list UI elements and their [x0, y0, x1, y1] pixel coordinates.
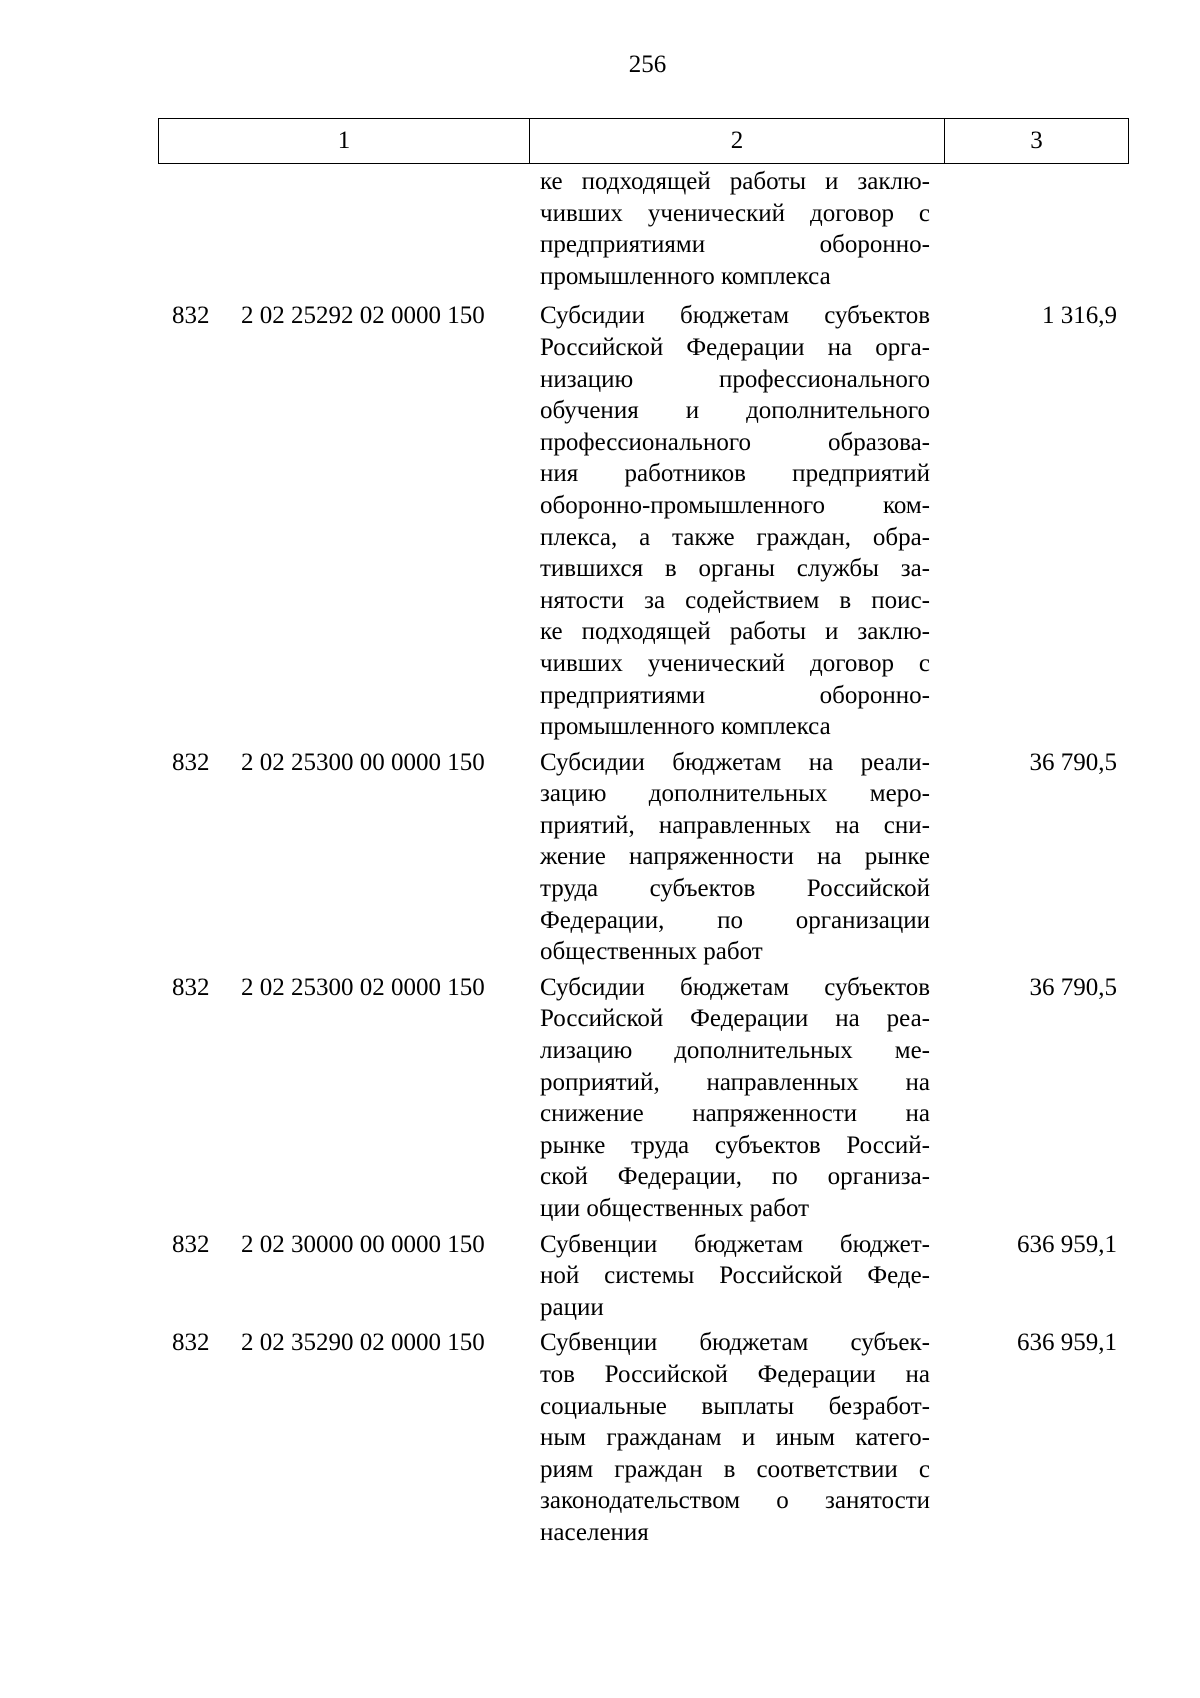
amount: 36 790,5	[1029, 973, 1117, 1001]
description-line: промышленного комплекса	[540, 713, 831, 741]
admin-code: 832	[172, 1329, 210, 1357]
admin-code: 832	[172, 1230, 210, 1258]
description-line: плекса, а также граждан, обра-	[540, 523, 930, 551]
description-line: оборонно-промышленного ком-	[540, 491, 930, 519]
description-line: ке подходящей работы и заклю-	[540, 168, 930, 195]
description-line: предприятиями оборонно-	[540, 681, 930, 709]
description-line: тов Российской Федерации на	[540, 1360, 930, 1388]
revenue-code: 2 02 25292 02 0000 150	[241, 302, 485, 330]
table-body	[158, 166, 1129, 1549]
description-line: снижение напряженности на	[540, 1100, 930, 1128]
page-number: 256	[628, 51, 667, 78]
description-line: роприятий, направленных на	[540, 1068, 930, 1096]
amount: 636 959,1	[1017, 1230, 1117, 1258]
description-line: ке подходящей работы и заклю-	[540, 618, 930, 646]
description-line: низацию профессионального	[540, 365, 930, 393]
description-line: законодательством о занятости	[540, 1487, 930, 1515]
description	[540, 747, 930, 968]
description-line: рации	[540, 1293, 604, 1321]
description-line: Субсидии бюджетам на реали-	[540, 748, 930, 776]
description-line: ния работников предприятий	[540, 460, 930, 488]
description-line: ным гражданам и иным катего-	[540, 1424, 930, 1452]
description-line: приятий, направленных на сни-	[540, 811, 930, 839]
description-line: ской Федерации, по организа-	[540, 1163, 930, 1191]
description-line: Субвенции бюджетам субъек-	[540, 1329, 930, 1357]
table-row	[158, 1229, 1129, 1324]
description-line: ной системы Российской Феде-	[540, 1262, 930, 1290]
description-line: ции общественных работ	[540, 1195, 810, 1222]
table-row	[158, 972, 1129, 1225]
description-line: рынке труда субъектов Россий-	[540, 1131, 930, 1159]
description-line: общественных работ	[540, 938, 763, 966]
description	[540, 300, 930, 742]
description-line: труда субъектов Российской	[540, 875, 930, 903]
revenue-code: 2 02 25300 02 0000 150	[241, 973, 485, 1001]
header-col-2: 2	[530, 119, 945, 163]
description	[540, 972, 930, 1225]
table-header	[158, 118, 1129, 164]
table-row	[158, 300, 1129, 742]
description	[540, 1229, 930, 1324]
description-line: Субсидии бюджетам субъектов	[540, 302, 930, 330]
description-line: Субсидии бюджетам субъектов	[540, 973, 930, 1001]
description-line: социальные выплаты безработ-	[540, 1392, 930, 1420]
admin-code: 832	[172, 973, 210, 1001]
description-line: Российской Федерации на реа-	[540, 1005, 930, 1033]
admin-code: 832	[172, 748, 210, 776]
description-line: населения	[540, 1518, 649, 1546]
description-line: обучения и дополнительного	[540, 397, 930, 425]
amount: 36 790,5	[1029, 748, 1117, 776]
description-line: предприятиями оборонно-	[540, 231, 930, 259]
admin-code: 832	[172, 302, 210, 330]
description-line: промышленного комплекса	[540, 262, 831, 290]
table-row	[158, 1327, 1129, 1548]
table-row	[158, 747, 1129, 968]
description-line: тившихся в органы службы за-	[540, 555, 930, 583]
description-line: риям граждан в соответствии с	[540, 1455, 930, 1483]
description	[540, 166, 930, 292]
description-line: нятости за содействием в поис-	[540, 586, 930, 614]
description-line: Федерации, по организации	[540, 906, 930, 934]
description-line: Субвенции бюджетам бюджет-	[540, 1230, 930, 1258]
amount: 636 959,1	[1017, 1329, 1117, 1357]
revenue-code: 2 02 30000 00 0000 150	[241, 1230, 485, 1258]
description-line: жение напряженности на рынке	[540, 843, 930, 871]
description-line: профессионального образова-	[540, 428, 930, 456]
description-line: чивших ученический договор с	[540, 649, 930, 677]
description-line: лизацию дополнительных ме-	[540, 1037, 930, 1065]
description-line: чивших ученический договор с	[540, 199, 930, 227]
description-line: Российской Федерации на орга-	[540, 333, 930, 361]
amount: 1 316,9	[1042, 302, 1117, 330]
header-col-1: 1	[159, 119, 530, 163]
description-line: зацию дополнительных меро-	[540, 780, 930, 808]
table-row	[158, 166, 1129, 292]
header-col-3: 3	[1030, 127, 1043, 154]
revenue-code: 2 02 35290 02 0000 150	[241, 1329, 485, 1357]
revenue-code: 2 02 25300 00 0000 150	[241, 748, 485, 776]
description	[540, 1327, 930, 1548]
